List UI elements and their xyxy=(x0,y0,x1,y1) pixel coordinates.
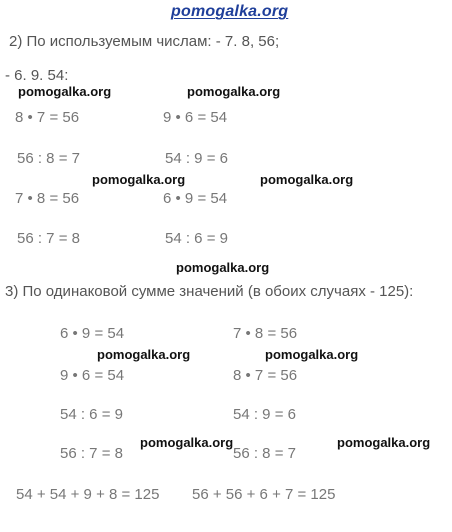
equation: 56 : 8 = 7 xyxy=(17,150,80,167)
section2-heading: 2) По используемым числам: - 7. 8, 56; xyxy=(9,33,280,50)
equation: 8 • 7 = 56 xyxy=(233,367,298,384)
watermark: pomogalka.org xyxy=(92,172,186,187)
equation: 9 • 6 = 54 xyxy=(163,109,228,126)
watermark: pomogalka.org xyxy=(18,84,112,99)
sum-equation: 54 + 54 + 9 + 8 = 125 xyxy=(16,486,160,503)
watermark: pomogalka.org xyxy=(176,260,270,275)
equation: 56 : 7 = 8 xyxy=(60,445,123,462)
equation: 54 : 9 = 6 xyxy=(233,406,296,423)
watermark: pomogalka.org xyxy=(97,347,191,362)
equation: 6 • 9 = 54 xyxy=(163,190,228,207)
section2-subheading: - 6. 9. 54: xyxy=(5,67,69,84)
watermark: pomogalka.org xyxy=(260,172,354,187)
site-watermark: pomogalka.org xyxy=(171,3,289,20)
equation: 7 • 8 = 56 xyxy=(233,325,298,342)
equation: 8 • 7 = 56 xyxy=(15,109,80,126)
equation: 56 : 7 = 8 xyxy=(17,230,80,247)
watermark: pomogalka.org xyxy=(187,84,281,99)
equation: 9 • 6 = 54 xyxy=(60,367,125,384)
sum-equation: 56 + 56 + 6 + 7 = 125 xyxy=(192,486,336,503)
equation: 54 : 9 = 6 xyxy=(165,150,228,167)
equation: 54 : 6 = 9 xyxy=(60,406,123,423)
watermark: pomogalka.org xyxy=(337,435,431,450)
section3-heading: 3) По одинаковой сумме значений (в обоих случаях - 125): xyxy=(5,283,414,300)
equation: 56 : 8 = 7 xyxy=(233,445,296,462)
equation: 7 • 8 = 56 xyxy=(15,190,80,207)
watermark: pomogalka.org xyxy=(140,435,234,450)
watermark: pomogalka.org xyxy=(265,347,359,362)
equation: 54 : 6 = 9 xyxy=(165,230,228,247)
equation: 6 • 9 = 54 xyxy=(60,325,125,342)
